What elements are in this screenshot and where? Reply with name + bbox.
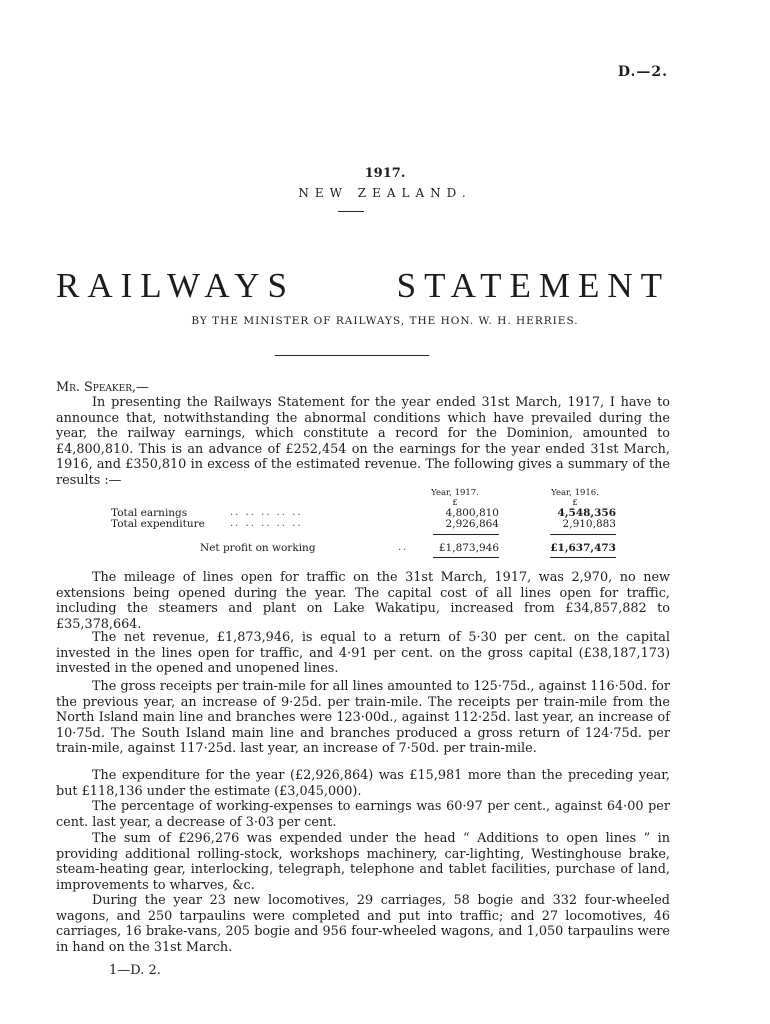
- double-rule-1917: [433, 557, 499, 558]
- value-net-profit-1917: £1,873,946: [438, 542, 499, 554]
- paragraph-working-expenses: The percentage of working-expenses to earnings was 60·97 per cent., against 64·00 per cent. last year, a decrease of 3·03 per cent.: [56, 799, 670, 830]
- column-heading-label: Year, 1917.: [431, 488, 479, 498]
- title-divider: [275, 355, 429, 356]
- total-rule-1917: [433, 534, 499, 535]
- double-rule-1916: [550, 557, 616, 558]
- leader-dots: .. .. .. .. ..: [230, 518, 303, 529]
- value-earnings-1917: 4,800,810: [445, 507, 499, 519]
- row-label-total-earnings: Total earnings: [111, 507, 188, 519]
- paragraph-intro: In presenting the Railways Statement for the year ended 31st March, 1917, I have to announce that, notwithstanding the abnormal conditions which have prevailed during the year, the railway earnings, which constitute a record for the Dominion, amounted to £4,800,810. This is an advance of £252,454 on the earnings for the year ended 31st March, 1916, and £350,810 in excess of the estimated revenue. The following gives a summary of the results :—: [56, 395, 670, 488]
- total-rule-1916: [550, 534, 616, 535]
- paragraph-expenditure: The expenditure for the year (£2,926,864) was £15,981 more than the preceding year, but £118,136 under the estimate (£3,045,000).: [56, 768, 670, 799]
- value-expenditure-1917: 2,926,864: [445, 518, 499, 530]
- value-expenditure-1916: 2,910,883: [562, 518, 616, 530]
- paragraph-mileage: The mileage of lines open for traffic on the 31st March, 1917, was 2,970, no new extensions being opened during the year. The capital cost of all lines open for traffic, including the steamers and plant on Lake Wakatipu, increased from £34,857,882 to £35,378,664.: [56, 570, 670, 632]
- row-label-net-profit: Net profit on working: [200, 542, 316, 554]
- paragraph-rolling-stock: During the year 23 new locomotives, 29 carriages, 58 bogie and 332 four-wheeled wagons, and 250 tarpaulins were completed and put into traffic; and 27 locomotives, 46 carriages, 16 brake-vans, 205 bogie and 956 four-wheeled wagons, and 1,050 tarpaulins were in hand on the 31st March.: [56, 893, 670, 955]
- short-divider: [338, 211, 364, 212]
- value-earnings-1916: 4,548,356: [557, 507, 616, 519]
- paragraph-net-revenue: The net revenue, £1,873,946, is equal to a return of 5·30 per cent. on the capital invested in the lines open for traffic, and 4·91 per cent. on the gross capital (£38,187,173) invested in the opened and unopened lines.: [56, 630, 670, 677]
- column-heading-1917: [410, 488, 500, 508]
- paragraph-gross-receipts: The gross receipts per train-mile for all lines amounted to 125·75d., against 116·50d. for the previous year, an increase of 9·25d. per train-mile. The receipts per train-mile from the North Island main line and branches were 123·00d., against 112·25d. last year, an increase of 10·75d. The South Island main line and branches produced a gross return of 124·75d. per train-mile, against 117·25d. last year, an increase of 7·50d. per train-mile.: [56, 679, 670, 757]
- column-heading-label: Year, 1916.: [551, 488, 599, 498]
- paragraph-additions: The sum of £296,276 was expended under the head “ Additions to open lines ” in providing additional rolling-stock, workshops machinery, car-lighting, Westinghouse brake, steam-heating gear, interlocking, telegraph, telephone and tablet facilities, purchase of land, improvements to wharves, &c.: [56, 831, 670, 893]
- footer-reference: 1—D. 2.: [109, 963, 161, 978]
- title-word-railways: RAILWAYS: [56, 266, 296, 305]
- main-title: [56, 266, 670, 306]
- column-heading-1916: [530, 488, 620, 508]
- title-word-statement: STATEMENT: [396, 266, 670, 305]
- value-net-profit-1916: £1,637,473: [550, 542, 616, 554]
- summary-table: [0, 486, 770, 556]
- column-heading-unit: £: [572, 498, 578, 508]
- country-heading: NEW ZEALAND.: [298, 186, 472, 200]
- document-year: 1917.: [364, 166, 406, 181]
- row-label-total-expenditure: Total expenditure: [111, 518, 205, 530]
- subtitle-byline: BY THE MINISTER OF RAILWAYS, THE HON. W. H. HERRIES.: [191, 315, 579, 327]
- leader-dots: ..: [398, 542, 409, 553]
- document-code: D.—2.: [617, 64, 668, 80]
- salutation: Mr. Speaker,—: [56, 380, 149, 395]
- leader-dots: .. .. .. .. ..: [230, 507, 303, 518]
- column-heading-unit: £: [452, 498, 458, 508]
